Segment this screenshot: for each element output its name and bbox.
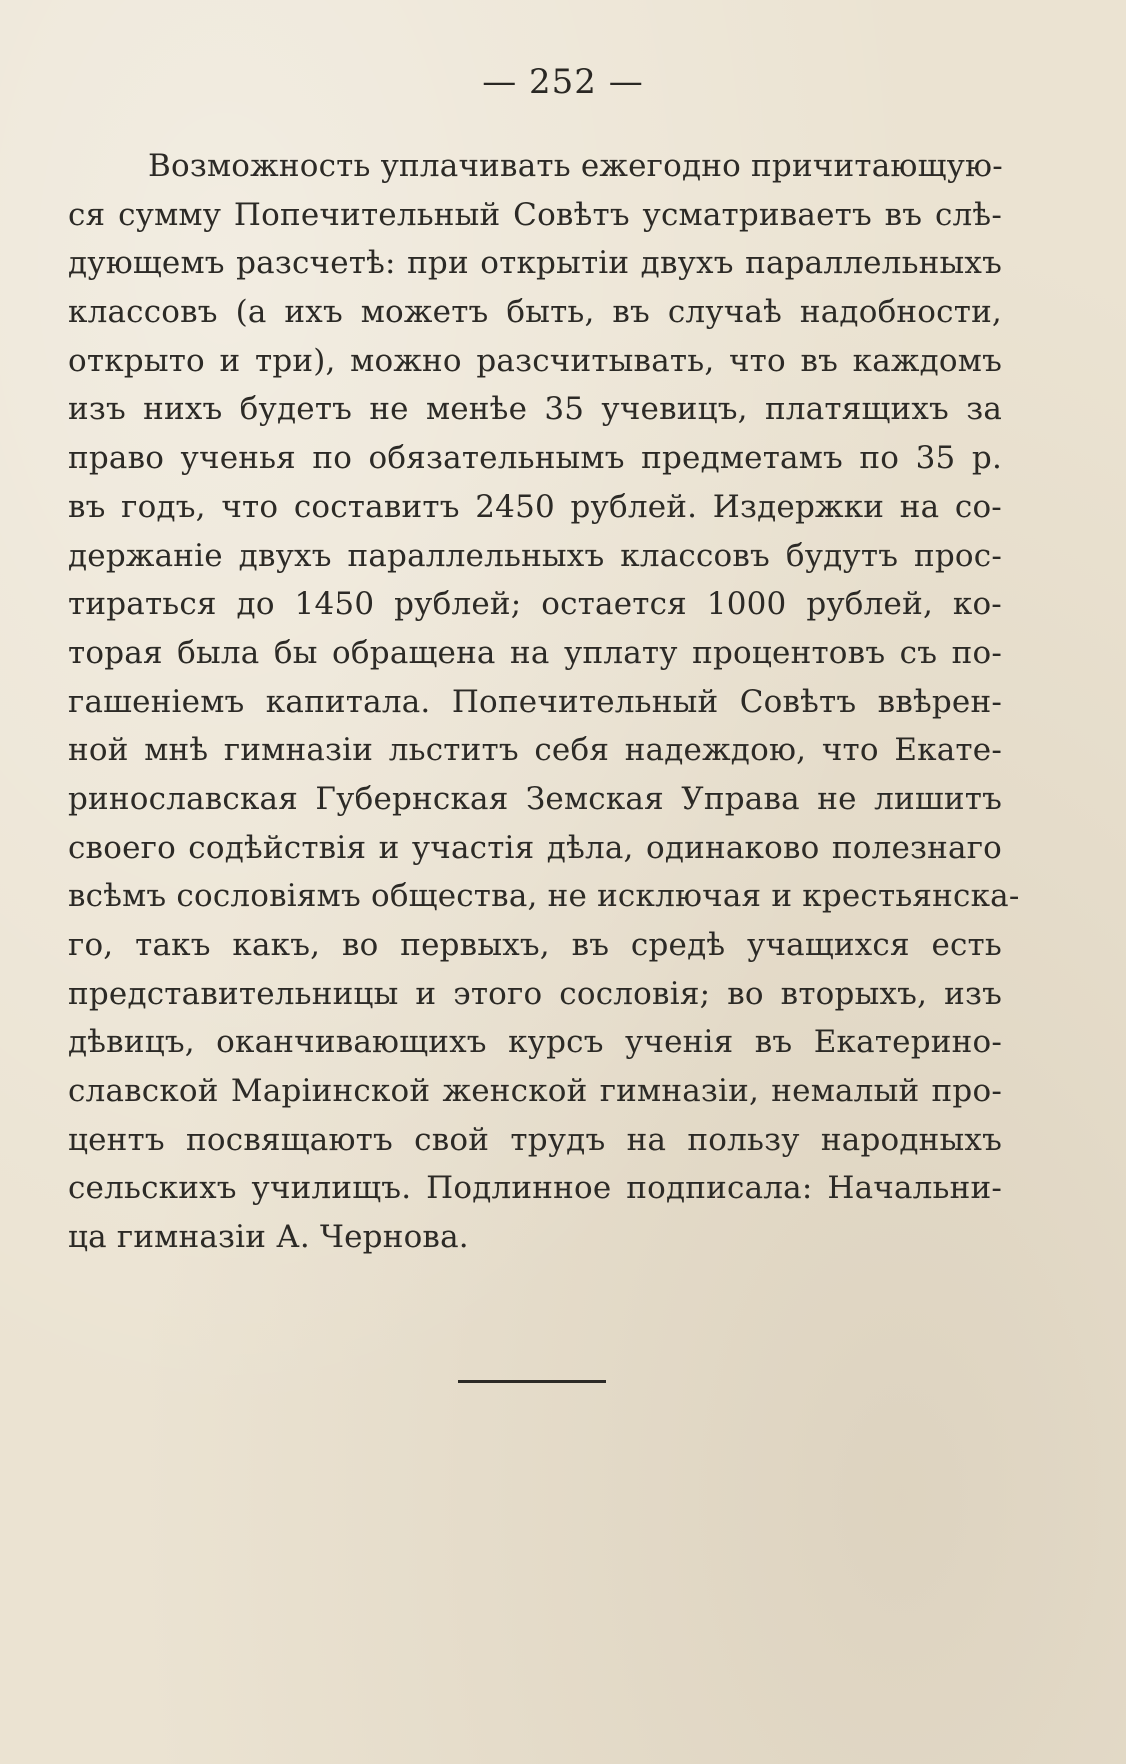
text-line: дующемъ разсчетѣ: при открытіи двухъ параллельныхъ — [68, 245, 1002, 282]
text-line: славской Маріинской женской гимназіи, немалый про- — [68, 1073, 1002, 1110]
body-paragraph — [68, 142, 1020, 1262]
text-line: торая была бы обращена на уплату процентовъ съ по- — [68, 634, 1002, 671]
text-line: сельскихъ училищъ. Подлинное подписала: Начальни- — [68, 1170, 1002, 1207]
text-line: го, такъ какъ, во первыхъ, въ средѣ учащихся есть — [68, 927, 1002, 963]
text-line: гашеніемъ капитала. Попечительный Совѣтъ ввѣрен- — [68, 683, 1002, 720]
text-line: всѣмъ сословіямъ общества, не исключая и крестьянска- — [68, 878, 1020, 915]
text-line: ринославская Губернская Земская Управа не лишитъ — [68, 780, 1002, 817]
text-line: изъ нихъ будетъ не менѣе 35 учевицъ, платящихъ за — [68, 391, 1002, 428]
text-line: ной мнѣ гимназіи льститъ себя надеждою, что Екате- — [68, 732, 1002, 769]
text-line: представительницы и этого сословія; во вторыхъ, изъ — [68, 975, 1002, 1012]
text-line: ся сумму Попечительный Совѣтъ усматриваетъ въ слѣ- — [68, 196, 1002, 233]
text-line: классовъ (а ихъ можетъ быть, въ случаѣ надобности, — [68, 294, 1002, 331]
section-divider — [458, 1380, 606, 1383]
text-line: право ученья по обязательнымъ предметамъ по 35 р. — [68, 440, 1002, 477]
text-line: дѣвицъ, оканчивающихъ курсъ ученія въ Екатерино- — [68, 1024, 1002, 1061]
text-line: открыто и три), можно разсчитывать, что въ каждомъ — [68, 342, 1002, 379]
text-line: тираться до 1450 рублей; остается 1000 рублей, ко- — [68, 586, 1002, 623]
page-number: — 252 — — [482, 62, 644, 102]
text-line: въ годъ, что составитъ 2450 рублей. Издержки на со- — [68, 488, 1002, 525]
text-line: ца гимназіи А. Чернова. — [68, 1219, 469, 1256]
text-line: центъ посвящаютъ свой трудъ на пользу народныхъ — [68, 1121, 1002, 1158]
text-line: держаніе двухъ параллельныхъ классовъ будутъ прос- — [68, 537, 1002, 574]
text-line: Возможность уплачивать ежегодно причитающую- — [148, 148, 1003, 184]
text-line: своего содѣйствія и участія дѣла, одинаково полезнаго — [68, 829, 1002, 866]
